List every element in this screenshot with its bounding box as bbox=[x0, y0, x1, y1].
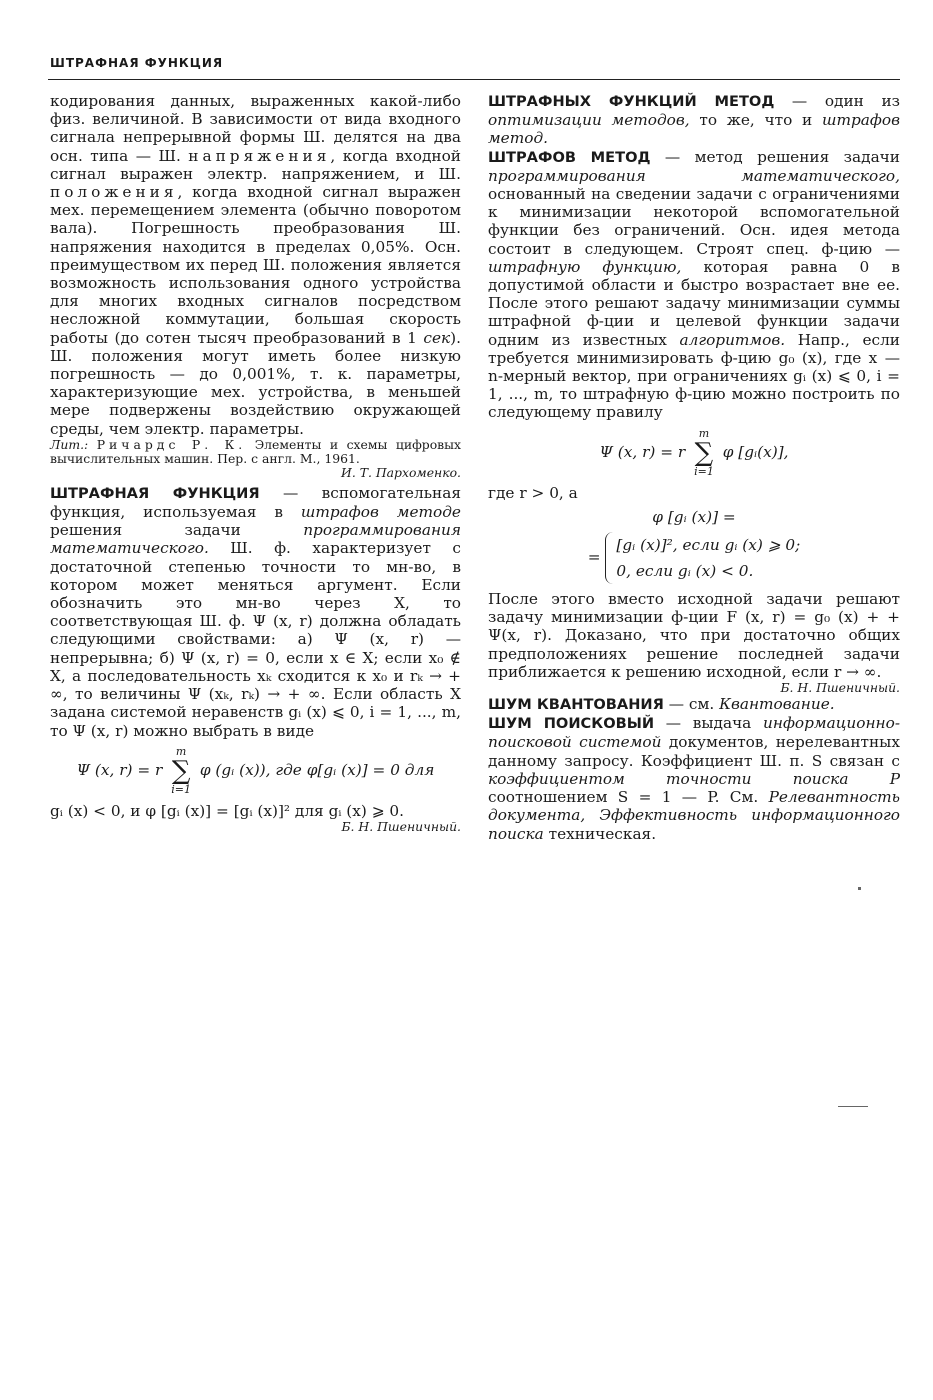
author-signature: Б. Н. Пшеничный. bbox=[780, 680, 900, 696]
running-header: ШТРАФНАЯ ФУНКЦИЯ bbox=[50, 56, 224, 70]
entry-penalty-functions-method: ШТРАФНЫХ ФУНКЦИЙ МЕТОД — один из оптимизации методов, то же, что и штрафов метод. bbox=[488, 92, 900, 148]
print-speck bbox=[838, 1106, 868, 1107]
phi-cases: = [gᵢ (x)]², если gᵢ (x) ⩾ 0; 0, если gᵢ (x) < 0. bbox=[488, 532, 900, 584]
author-signature: Б. Н. Пшеничный. bbox=[341, 818, 461, 834]
entry-search-noise: ШУМ ПОИСКОВЫЙ — выдача информационно-поисковой системой документов, нерелевантных данному запросу. Коэффициент Ш. п. S связан с коэффициентом точности поиска P соотношением S = 1 — P. См. Релевантность документа, Эффективность информационного поиска техническая. bbox=[488, 714, 900, 843]
case-positive: [gᵢ (x)]², если gᵢ (x) ⩾ 0; bbox=[616, 536, 801, 555]
entry-quantization-noise: ШУМ КВАНТОВАНИЯ — см. Квантование. bbox=[488, 695, 835, 714]
left-column bbox=[50, 92, 461, 834]
cases-brace bbox=[605, 532, 800, 584]
article-continuation: кодирования данных, выраженных какой-либо физ. величиной. В зависимости от вида входного сигнала непрерывной формы Ш. делятся на два осн. типа — Ш. напряжения, когда входной сигнал выражен электр. напряжением, и Ш. положения, когда входной сигнал выражен мех. перемещением элемента (обычно поворотом вала). Погрешность преобразования Ш. напряжения находится в пределах 0,05%. Осн. преимуществом их перед Ш. положения является возможность использования одного устройства для многих входных сигналов посредством несложной коммутации, большая скорость работы (до сотен тысяч преобразований в 1 сек). Ш. положения могут иметь более низкую погрешность — до 0,001%, т. к. параметры, характеризующие мех. устройства, в меньшей мере подвержены воздействию окружающей среды, чем электр. параметры. bbox=[50, 92, 461, 438]
formula-condition: gᵢ (x) < 0, и φ [gᵢ (x)] = [gᵢ (x)]² для gᵢ (x) ⩾ 0. bbox=[50, 801, 405, 820]
print-speck bbox=[858, 887, 861, 890]
sum-sign: m ∑ i=1 bbox=[694, 426, 714, 478]
author-signature: И. Т. Пархоменко. bbox=[341, 464, 461, 480]
penalty-sum-formula: Ψ (x, r) = r m ∑ i=1 φ [gᵢ(x)], bbox=[599, 426, 789, 478]
penalty-formula: Ψ (x, r) = r m ∑ i=1 φ (gᵢ (x)), где φ[gᵢ (x)] = 0 для bbox=[76, 744, 435, 796]
phi-definition: φ [gᵢ (x)] = bbox=[652, 507, 736, 526]
entry-penalty-function: ШТРАФНАЯ ФУНКЦИЯ — вспомогательная функция, используемая в штрафов методе решения задачи программирования математического. Ш. ф. характеризует с достаточной степенью точности то мн-во, в котором может меняться аргумент. Если обозначить это мн-во через X, то соответствующая Ш. ф. Ψ (x, r) должна обладать следующими свойствами: а) Ψ (x, r) — непрерывна; б) Ψ (x, r) = 0, если x ∈ X; если x₀ ∉ X, а последовательность xₖ сходится к x₀ и rₖ → + ∞, то величины Ψ (xₖ, rₖ) → + ∞. Если область X задана системой неравенств gᵢ (x) ⩽ 0, i = 1, ..., m, то Ψ (x, r) можно выбрать в виде bbox=[50, 483, 461, 740]
sum-sign: m ∑ i=1 bbox=[171, 744, 191, 796]
formula-where: где r > 0, а bbox=[488, 483, 578, 502]
header-rule bbox=[48, 79, 900, 80]
right-column bbox=[488, 92, 900, 843]
entry-penalty-method: ШТРАФОВ МЕТОД — метод решения задачи программирования математического, основанный на сведении задачи с ограничениями к минимизации некоторой вспомогательной функции без ограничений. Осн. идея метода состоит в следующем. Строят спец. ф-цию — штрафную функцию, которая равна 0 в допустимой области и быстро возрастает вне ее. После этого решают задачу минимизации суммы штрафной ф-ции и целевой функции задачи одним из известных алгоритмов. Напр., если требуется минимизировать ф-цию g₀ (x), где x — n-мерный вектор, при ограничениях gᵢ (x) ⩽ 0, i = 1, ..., m, то штрафную ф-цию можно построить по следующему правилу bbox=[488, 147, 900, 422]
case-negative: 0, если gᵢ (x) < 0. bbox=[616, 562, 754, 581]
literature-reference: Лит.: Ричардс Р. К. Элементы и схемы цифровых вычислительных машин. Пер. с англ. М., 1961. bbox=[50, 436, 461, 466]
entry-penalty-method-end: После этого вместо исходной задачи решают задачу минимизации ф-ции F (x, r) = g₀ (x) + + Ψ(x, r). Доказано, что при достаточно общих предположениях решение последней задачи приближается к решению исходной, если r → ∞. bbox=[488, 590, 900, 681]
